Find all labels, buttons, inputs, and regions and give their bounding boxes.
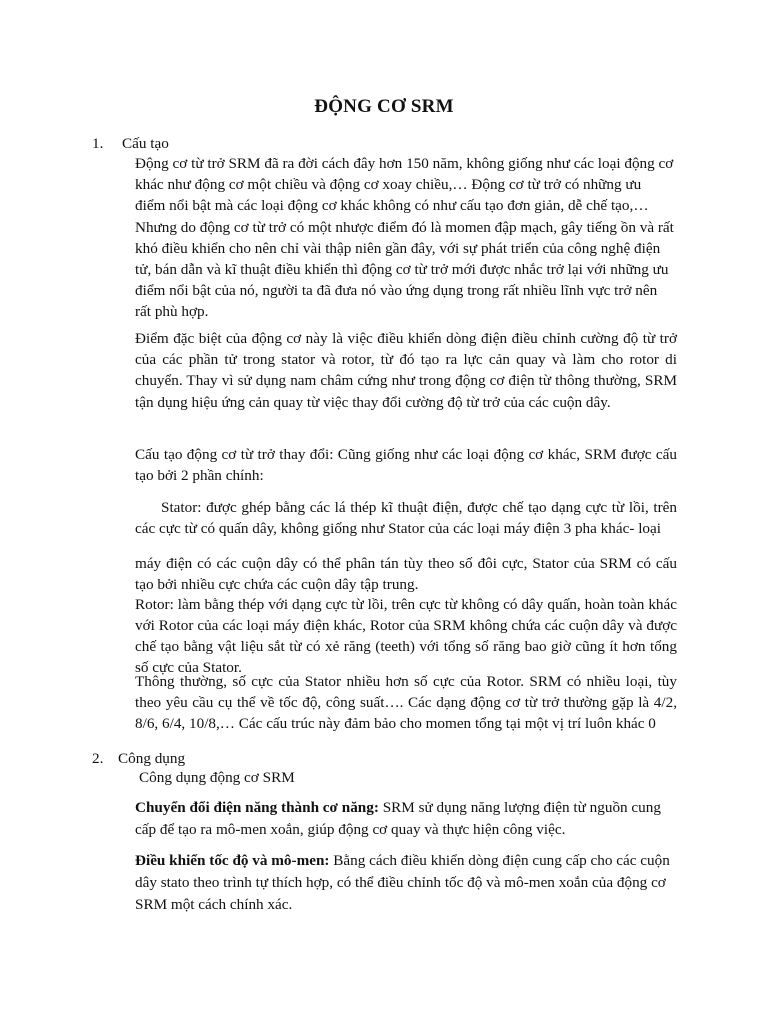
bold-lead: Điều khiển tốc độ và mô-men: (135, 852, 330, 869)
paragraph-pole-count: Thông thường, số cực của Stator nhiều hơn số cực của Rotor. SRM có nhiều loại, tùy theo yêu cầu cụ thể về tốc độ, công suất…. Các dạng động cơ từ trở thường gặp là 4/2, 8/6, 6/4, 10/8,… Các cấu trúc này đảm bảo cho momen tổng tại một vị trí luôn khác 0 (135, 673, 677, 732)
paragraph-stator: Stator: được ghép bằng các lá thép kĩ thuật điện, được chế tạo dạng cực từ lồi, trên các cực từ có quấn dây, không giống như Stator của các loại máy điện 3 pha khác- loại (135, 499, 677, 537)
paragraph-text: SRM sử dụng năng lượng điện từ nguồn cung cấp để tạo ra mô-men xoắn, giúp động cơ quay và thực hiện công việc. (135, 799, 661, 838)
section-title: Cấu tạo (122, 135, 169, 152)
section-number: 2. (92, 750, 104, 767)
paragraph-structure-intro: Cấu tạo động cơ từ trở thay đổi: Cũng giống như các loại động cơ khác, SRM được cấu tạo bởi 2 phần chính: (135, 446, 677, 485)
paragraph-rotor: Rotor: làm bằng thép với dạng cực từ lồi, trên cực từ không có dây quấn, hoàn toàn khác với Rotor của các loại máy điện khác, Rotor của SRM không chứa các cuộn dây và được chế tạo bằng vật liệu sắt từ có xẻ răng (teeth) với tổng số răng bao giờ cũng ít hơn tổng số cực của Stator. (135, 596, 677, 676)
paragraph-text: Bằng cách điều khiển dòng điện cung cấp cho các cuộn dây stato theo trình tự thích hợp, có thể điều chỉnh tốc độ và mô-men xoắn của động cơ SRM một cách chính xác. (135, 852, 670, 913)
document-title: ĐỘNG CƠ SRM (314, 96, 454, 117)
paragraph-stator-cont: máy điện có các cuộn dây có thể phân tán tùy theo số đôi cực, Stator của SRM có cấu tạo bởi nhiều cực chứa các cuộn dây tập trung. (135, 555, 677, 593)
section-number: 1. (92, 135, 104, 152)
paragraph-uses-intro: Công dụng động cơ SRM (139, 769, 295, 786)
bold-lead: Chuyển đổi điện năng thành cơ năng: (135, 799, 379, 816)
paragraph-speed-control (135, 850, 675, 916)
paragraph-history: Động cơ từ trở SRM đã ra đời cách đây hơn 150 năm, không giống như các loại động cơ khác như động cơ một chiều và động cơ xoay chiều,… Động cơ từ trở có những ưu điểm nổi bật mà các loại động cơ khác không có như cấu tạo đơn giản, dễ chế tạo,… Nhưng do động cơ từ trở có một nhược điểm đó là momen đập mạch, gây tiếng ồn và rất khó điều khiển cho nên chỉ vài thập niên gần đây, với sự phát triển của công nghệ điện tử, bán dẫn và kĩ thuật điều khiển thì động cơ từ trở mới được nhắc trở lại với những ưu điểm nổi bật của nó, người ta đã đưa nó vào ứng dụng trong rất nhiều lĩnh vực trở nên rất phù hợp. (135, 155, 674, 321)
section-title: Công dụng (118, 750, 186, 767)
paragraph-principle: Điểm đặc biệt của động cơ này là việc điều khiển dòng điện điều chỉnh cường độ từ trở của các phần tử trong stator và rotor, từ đó tạo ra lực cản quay và làm cho rotor di chuyển. Thay vì sử dụng nam châm cứng như trong động cơ điện từ thông thường, SRM tận dụng hiệu ứng cản quay từ việc thay đổi cường độ từ trở của các cuộn dây. (135, 330, 677, 411)
paragraph-energy-conversion (135, 797, 675, 841)
